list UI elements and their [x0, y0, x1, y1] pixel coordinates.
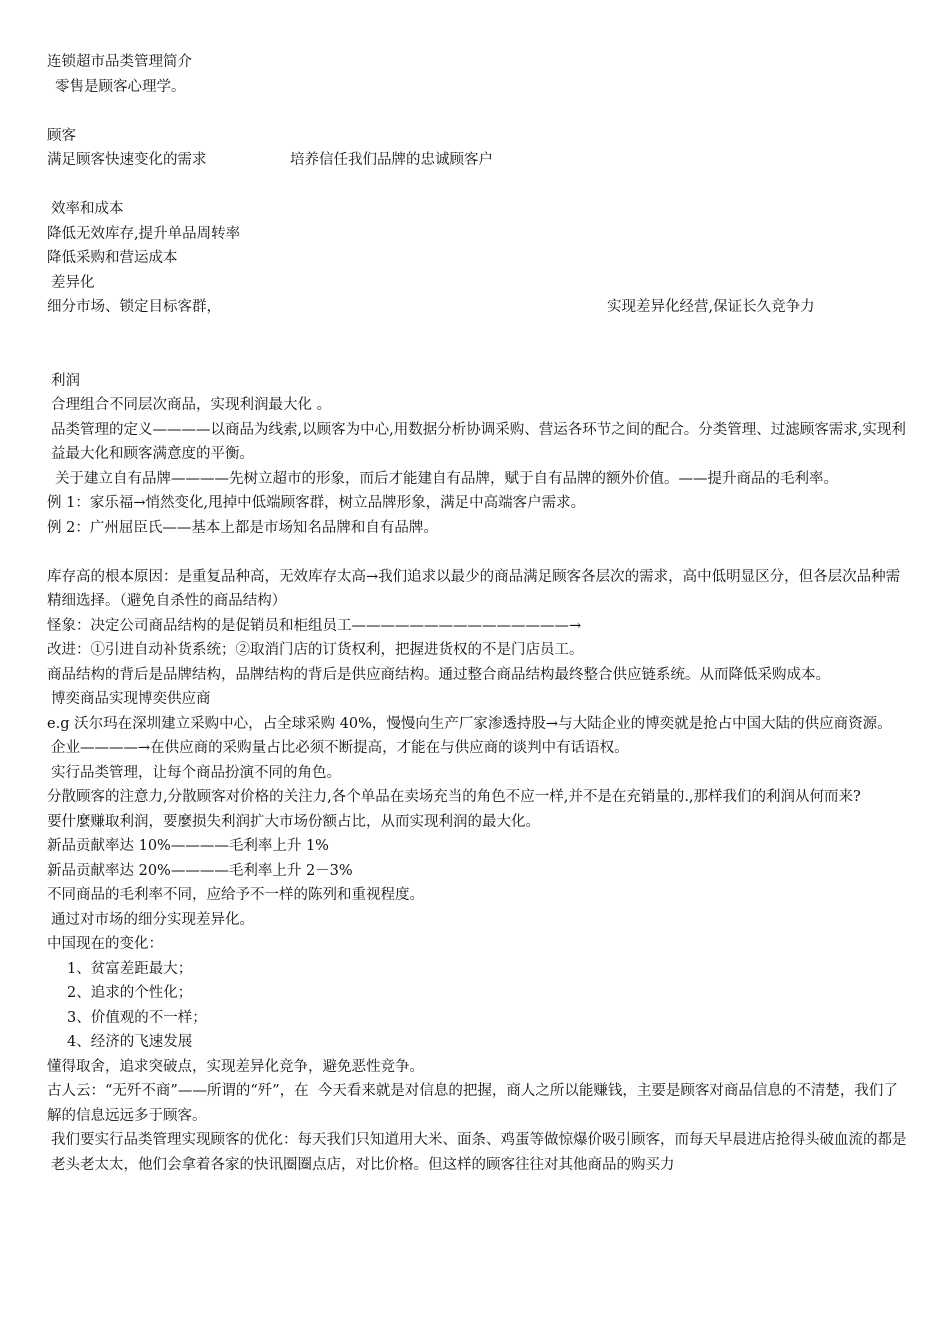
efficiency-heading: 效率和成本 [51, 201, 124, 217]
attention-paragraph: 分散顾客的注意力,分散顾客对价格的关注力,各个单品在卖场充当的角色不应一样,并不是在充销量的.,那样我们的利润从何而来? [47, 789, 861, 805]
blank-line [47, 344, 907, 369]
tradeoff-paragraph: 懂得取舍，追求突破点，实现差异化竞争，避免恶性竞争。 [47, 1058, 424, 1075]
structure-paragraph: 商品结构的背后是品牌结构，品牌结构的背后是供应商结构。通过整合商品结构最终整合供应链系统。从而降低采购成本。 [47, 666, 830, 683]
efficiency-item-2: 降低采购和营运成本 [47, 250, 178, 266]
diff-right-text: 实现差异化经营,保证长久竞争力 [607, 299, 815, 315]
profit-heading: 利润 [51, 372, 80, 389]
diff-row [47, 295, 907, 320]
earn-paragraph: 要什麼赚取利润，要麼损失利润扩大市场份额占比，从而实现利润的最大化。 [47, 813, 540, 830]
customer-row [47, 148, 907, 173]
document-page [47, 50, 907, 1177]
document-subtitle: 零售是顾客心理学。 [55, 78, 186, 95]
blank-line [47, 540, 907, 565]
diff-heading: 差异化 [51, 274, 95, 291]
new-product-10: 新品贡献率达 10%————毛利率上升 1% [47, 838, 329, 854]
own-brand-paragraph: 关于建立自有品牌————先树立超市的形象，而后才能建自有品牌，赋于自有品牌的额外价值。——提升商品的毛利率。 [55, 470, 838, 487]
blank-line [47, 320, 907, 345]
segment-paragraph: 通过对市场的细分实现差异化。 [51, 911, 254, 928]
document-title: 连锁超市品类管理简介 [47, 54, 192, 70]
blank-line [47, 173, 907, 198]
customer-heading: 顾客 [47, 127, 76, 144]
margin-paragraph: 不同商品的毛利率不同，应给予不一样的陈列和重视程度。 [47, 887, 424, 903]
profit-item-1: 合理组合不同层次商品，实现利润最大化 。 [51, 397, 332, 413]
list-item: 4、经济的飞速发展 [67, 1034, 193, 1050]
customer-left-text: 满足顾客快速变化的需求 [47, 152, 207, 168]
roles-paragraph: 实行品类管理，让每个商品扮演不同的角色。 [51, 764, 341, 781]
example-1: 例 1：家乐福→悄然变化,甩掉中低端顾客群，树立品牌形象，满足中高端客户需求。 [47, 495, 586, 511]
enterprise-paragraph: 企业————→在供应商的采购量占比必须不断提高，才能在与供应商的谈判中有话语权。 [51, 740, 629, 756]
improvement: 改进：①引进自动补货系统；②取消门店的订货权利，把握进货权的不是门店员工。 [47, 642, 584, 658]
new-product-20: 新品贡献率达 20%————毛利率上升 2－3% [47, 862, 353, 879]
customer-right-text: 培养信任我们品牌的忠诚顾客户 [290, 152, 493, 168]
walmart-paragraph: e.g 沃尔玛在深圳建立采购中心，占全球采购 40%，慢慢向生产厂家渗透持股→与大陆企业的博奕就是抢占中国大陆的供应商资源。 [47, 715, 892, 732]
blank-line [47, 99, 907, 124]
inventory-paragraph: 库存高的根本原因：是重复品种高，无效库存太高→我们追求以最少的商品满足顾客各层次的需求，高中低明显区分，但各层次品种需精细选择。（避免自杀性的商品结构） [47, 568, 901, 609]
odd-phenomenon: 怪象：决定公司商品结构的是促销员和柜组员工———————————————→ [47, 617, 582, 634]
list-item: 3、价值观的不一样； [67, 1009, 207, 1026]
list-item: 1、贫富差距最大； [67, 960, 193, 977]
game-heading: 博奕商品实现博奕供应商 [51, 691, 211, 707]
ancient-paragraph: 古人云：“无歼不商”——所谓的“歼”，在 今天看来就是对信息的把握，商人之所以能赚钱，主要是顾客对商品信息的不清楚，我们了解的信息远远多于顾客。 [47, 1083, 898, 1124]
china-heading: 中国现在的变化： [47, 936, 163, 952]
optimize-paragraph: 我们要实行品类管理实现顾客的优化：每天我们只知道用大米、面条、鸡蛋等做惊爆价吸引顾客，而每天早晨进店抢得头破血流的都是老头老太太，他们会拿着各家的快讯圈圈点店，对比价格。但这样的顾客往往对其他商品的购买力 [51, 1132, 907, 1173]
example-2: 例 2：广州屈臣氏——基本上都是市场知名品牌和自有品牌。 [47, 519, 438, 536]
efficiency-item-1: 降低无效库存,提升单品周转率 [47, 225, 241, 242]
definition-paragraph: 品类管理的定义————以商品为线索,以顾客为中心,用数据分析协调采购、营运各环节之间的配合。分类管理、过滤顾客需求,实现利益最大化和顾客满意度的平衡。 [51, 421, 906, 462]
list-item: 2、追求的个性化； [67, 985, 193, 1001]
diff-left-text: 细分市场、锁定目标客群， [47, 299, 221, 315]
